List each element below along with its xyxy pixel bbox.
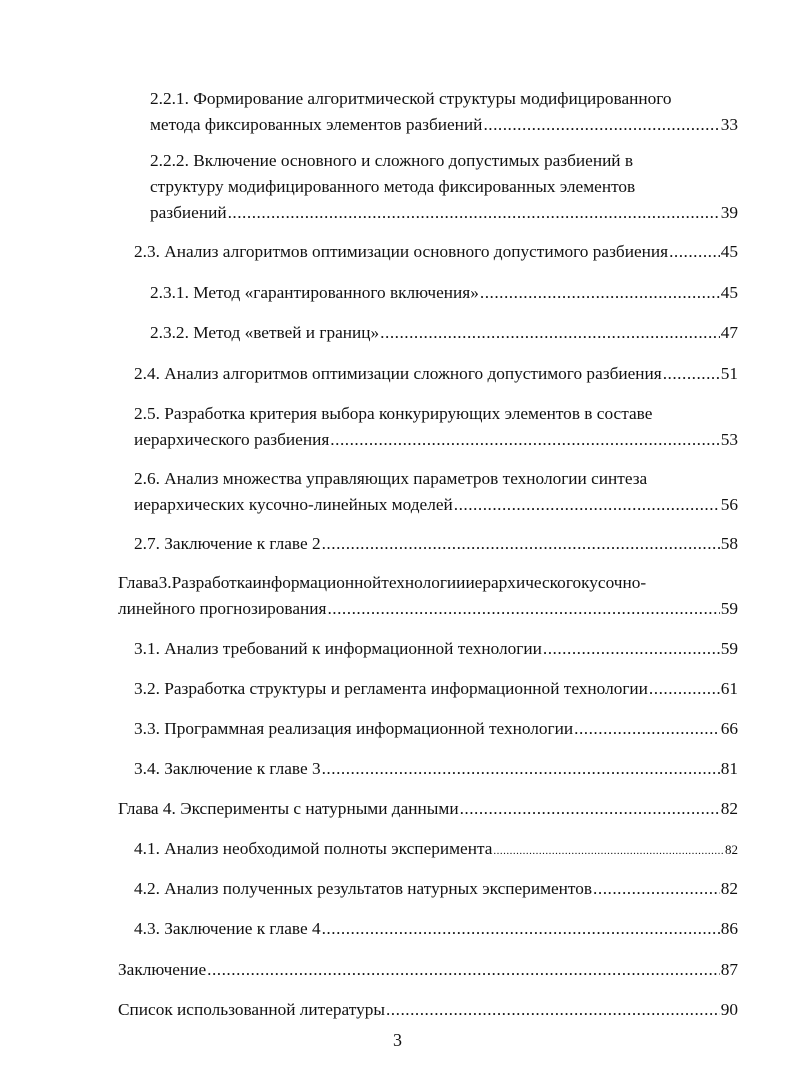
toc-entry-text: Заключение (118, 960, 207, 979)
toc-entry-references[interactable] (118, 997, 738, 1023)
dot-leader (483, 112, 719, 138)
toc-entry-2-4[interactable] (134, 361, 738, 387)
toc-page-number: 56 (720, 495, 738, 514)
dot-leader (322, 916, 720, 942)
dot-leader (454, 492, 720, 518)
toc-entry-text: 2.6. Анализ множества управляющих параметров технологии синтеза (134, 469, 648, 488)
toc-entry-text: 2.5. Разработка критерия выбора конкурирующих элементов в составе (134, 404, 653, 423)
toc-page-number: 61 (720, 679, 738, 698)
toc-page-number: 45 (720, 283, 738, 302)
toc-entry-conclusion[interactable] (118, 957, 738, 983)
toc-entry-text: 4.2. Анализ полученных результатов натурных экспериментов (134, 879, 593, 898)
toc-word: технологии (381, 573, 466, 592)
toc-page-number: 86 (720, 919, 738, 938)
toc-page-number: 58 (720, 534, 738, 553)
dot-leader (327, 596, 719, 622)
dot-leader (330, 427, 719, 453)
toc-entry-text: 2.7. Заключение к главе 2 (134, 534, 321, 553)
toc-word: 3. (158, 573, 172, 592)
dot-leader (228, 200, 720, 226)
toc-entry-text: Глава 4. Эксперименты с натурными данными (118, 799, 459, 818)
toc-entry-4-3[interactable] (134, 916, 738, 942)
toc-page-number: 51 (720, 364, 738, 383)
toc-entry-text: метода фиксированных элементов разбиений (150, 115, 483, 134)
toc-entry-text: 2.2.2. Включение основного и сложного допустимых разбиений в (150, 151, 634, 170)
toc-page-number: 66 (720, 719, 738, 738)
dot-leader (322, 756, 720, 782)
toc-page-number: 59 (720, 599, 738, 618)
dot-leader (380, 320, 720, 346)
toc-word: иерархического (465, 573, 582, 592)
toc-page-number: 90 (720, 1000, 738, 1019)
dot-leader (386, 997, 720, 1023)
dot-leader (207, 957, 720, 983)
toc-page-number: 47 (720, 323, 738, 342)
toc-word: Глава (118, 573, 159, 592)
toc-entry-2-6[interactable] (134, 466, 738, 518)
toc-entry-text: иерархических кусочно-линейных моделей (134, 495, 453, 514)
dot-leader (649, 676, 720, 702)
toc-page-number: 87 (720, 960, 738, 979)
toc-page-number: 82 (720, 799, 738, 818)
toc-entry-4-1[interactable] (134, 836, 738, 864)
toc-page-number: 59 (720, 639, 738, 658)
toc-page-number: 45 (720, 242, 738, 261)
toc-entry-text: 3.3. Программная реализация информационной технологии (134, 719, 574, 738)
toc-word: кусочно- (581, 573, 647, 592)
toc-entry-text: иерархического разбиения (134, 430, 330, 449)
toc-entry-4-2[interactable] (134, 876, 738, 902)
toc-entry-text: 3.1. Анализ требований к информационной технологии (134, 639, 542, 658)
toc-entry-3-1[interactable] (134, 636, 738, 662)
toc-page-number: 82 (725, 842, 738, 857)
dot-leader (593, 876, 720, 902)
toc-entry-2-3[interactable] (134, 239, 738, 265)
dot-leader (574, 716, 720, 742)
toc-entry-text: 3.2. Разработка структуры и регламента информационной технологии (134, 679, 648, 698)
toc-entry-text: линейного прогнозирования (118, 599, 327, 618)
toc-entry-2-5[interactable] (134, 401, 738, 453)
dot-leader (322, 531, 720, 557)
toc-word: информационной (252, 573, 382, 592)
page-number: 3 (393, 1030, 402, 1050)
toc-entry-2-2-1[interactable] (150, 86, 738, 138)
dot-leader (543, 636, 720, 662)
toc-entry-text: 4.1. Анализ необходимой полноты эксперимента (134, 839, 493, 858)
toc-page-number: 39 (720, 203, 738, 222)
dot-leader (480, 280, 720, 306)
toc-page-number: 33 (720, 115, 738, 134)
toc-word: Разработка (171, 573, 253, 592)
dot-leader (493, 838, 724, 864)
toc-entry-text (118, 570, 738, 596)
toc-entry-3-3[interactable] (134, 716, 738, 742)
toc-page-number: 82 (720, 879, 738, 898)
toc-entry-3-4[interactable] (134, 756, 738, 782)
toc-entry-text: 4.3. Заключение к главе 4 (134, 919, 321, 938)
toc-entry-text: Список использованной литературы (118, 1000, 385, 1019)
toc-entry-text: 2.3. Анализ алгоритмов оптимизации основного допустимого разбиения (134, 242, 669, 261)
toc-page-number: 53 (720, 430, 738, 449)
toc-entry-text: 2.4. Анализ алгоритмов оптимизации сложного допустимого разбиения (134, 364, 662, 383)
toc-entry-2-7[interactable] (134, 531, 738, 557)
toc-entry-text: 2.3.2. Метод «ветвей и границ» (150, 323, 380, 342)
toc-entry-2-3-2[interactable] (150, 320, 738, 346)
toc-entry-2-3-1[interactable] (150, 280, 738, 306)
toc-entry-text: структуру модифицированного метода фиксированных элементов (150, 177, 636, 196)
dot-leader (669, 239, 720, 265)
toc-entry-text: 2.2.1. Формирование алгоритмической структуры модифицированного (150, 89, 672, 108)
toc-entry-text: 3.4. Заключение к главе 3 (134, 759, 321, 778)
dot-leader (460, 796, 720, 822)
toc-page-number: 81 (720, 759, 738, 778)
dot-leader (663, 361, 720, 387)
toc-entry-chapter-3[interactable] (118, 570, 738, 622)
toc-entry-2-2-2[interactable] (150, 148, 738, 226)
toc-entry-3-2[interactable] (134, 676, 738, 702)
toc-entry-text: разбиений (150, 203, 227, 222)
toc-entry-chapter-4[interactable] (118, 796, 738, 822)
toc-entry-text: 2.3.1. Метод «гарантированного включения» (150, 283, 479, 302)
